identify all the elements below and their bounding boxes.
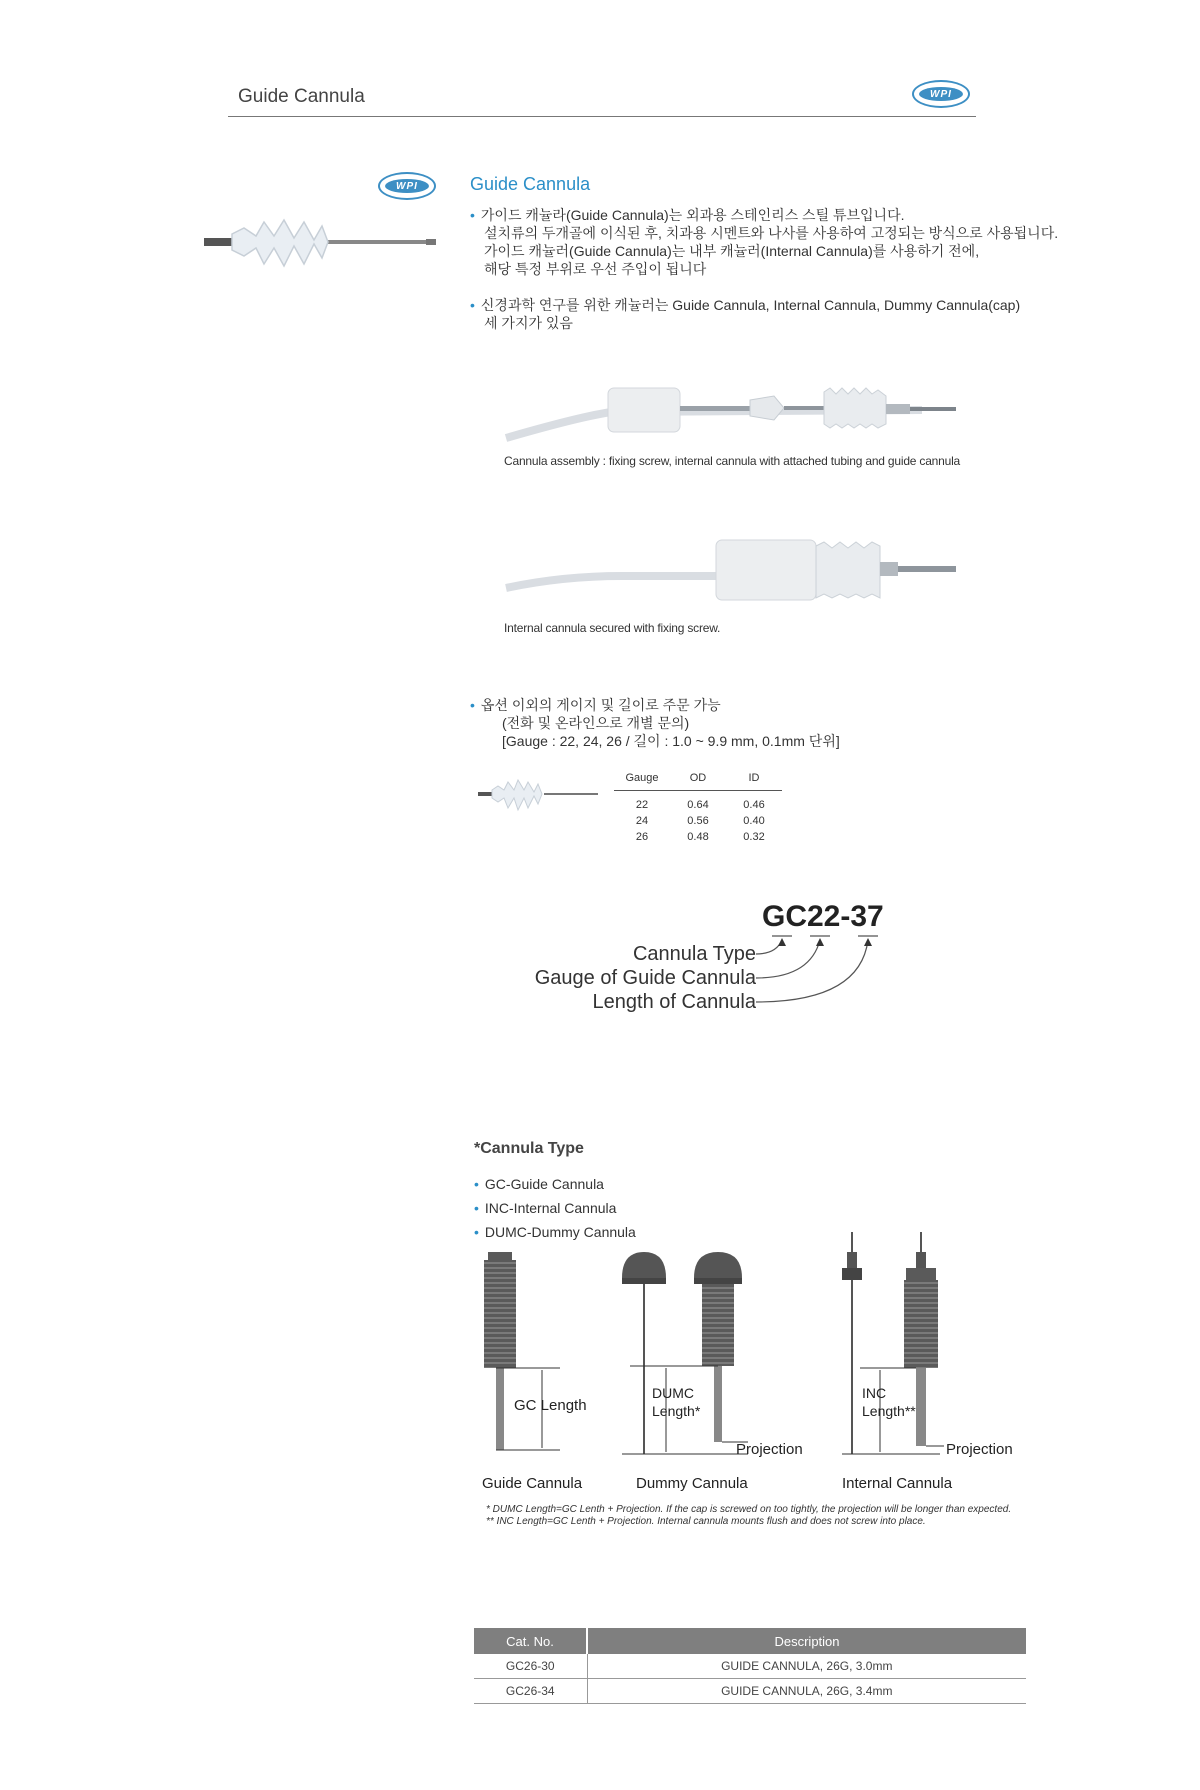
guide-cannula-small-photo	[478, 778, 602, 819]
label-length: Length of Cannula	[592, 991, 756, 1013]
dummy-cannula-name: Dummy Cannula	[636, 1475, 748, 1492]
list-item: • INC-Internal Cannula	[474, 1200, 617, 1216]
cannula-type-title: *Cannula Type	[474, 1140, 584, 1157]
catalog-catno: GC26-30	[474, 1654, 587, 1679]
part-code-diagram	[520, 892, 900, 1027]
catalog-description: GUIDE CANNULA, 26G, 3.0mm	[587, 1654, 1026, 1679]
cannula-assembly-photo	[502, 366, 972, 451]
description-bullet-3: • 옵션 이외의 게이지 및 길이로 주문 가능 (전화 및 온라인으로 개별 문의) [Gauge : 22, 24, 26 / 길이 : 1.0 ~ 9.9 mm, 0.1mm 단위]	[470, 697, 840, 749]
bullet1-line3: 가이드 캐뉼러(Guide Cannula)는 내부 캐뉼러(Internal Cannula)를 사용하기 전에,	[484, 243, 980, 259]
spec-cell: 0.46	[743, 799, 765, 811]
footnote-dumc: * DUMC Length=GC Lenth + Projection. If the cap is screwed on too tightly, the projection will be longer than expected.	[486, 1504, 1012, 1515]
description-bullet-2: • 신경과학 연구를 위한 캐뉼러는 Guide Cannula, Internal Cannula, Dummy Cannula(cap) 세 가지가 있음	[470, 297, 1021, 331]
guide-cannula-name: Guide Cannula	[482, 1475, 583, 1492]
cannula-type-gc: GC-Guide Cannula	[484, 1176, 604, 1192]
bullet2-line2: 세 가지가 있음	[484, 315, 573, 331]
internal-caption: Internal cannula secured with fixing screw.	[504, 621, 721, 635]
catalog-header-catno: Cat. No.	[474, 1628, 587, 1654]
page-title: Guide Cannula	[238, 86, 365, 107]
table-row	[474, 1679, 1026, 1704]
table-row	[614, 813, 782, 829]
assembly-caption: Cannula assembly : fixing screw, internal cannula with attached tubing and guide cannula	[504, 454, 961, 468]
dumc-length-label-2: Length*	[652, 1403, 701, 1419]
gauge-spec-table	[614, 772, 782, 845]
catalog-table	[474, 1628, 1026, 1704]
projection-label-dummy: Projection	[736, 1441, 803, 1458]
bullet3-line2: (전화 및 온라인으로 개별 문의)	[502, 715, 690, 731]
spec-header-id: ID	[726, 772, 782, 791]
spec-header-od: OD	[670, 772, 726, 791]
projection-label-internal: Projection	[946, 1441, 1013, 1458]
wpi-logo-text: WPI	[919, 87, 963, 101]
footnote-inc: ** INC Length=GC Lenth + Projection. Internal cannula mounts flush and does not screw into place.	[486, 1516, 926, 1527]
label-gauge: Gauge of Guide Cannula	[534, 967, 756, 989]
cannula-type-diagram	[470, 1232, 1030, 1499]
spec-cell: 22	[635, 799, 649, 811]
cannula-type-inc: INC-Internal Cannula	[484, 1200, 617, 1216]
catalog-header-description: Description	[587, 1628, 1026, 1654]
inc-length-label-2: Length**	[862, 1403, 916, 1419]
list-item: • DUMC-Dummy Cannula	[474, 1224, 636, 1240]
spec-cell: 0.48	[687, 831, 709, 843]
table-row	[614, 829, 782, 845]
bullet1-line2: 설치류의 두개골에 이식된 후, 치과용 시멘트와 나사를 사용하여 고정되는 방식으로 사용됩니다.	[484, 225, 1059, 241]
gc-length-label: GC Length	[514, 1397, 587, 1414]
bullet1-line1: 가이드 캐뉼라(Guide Cannula)는 외과용 스테인리스 스틸 튜브입니다.	[480, 207, 905, 223]
spec-header-gauge: Gauge	[614, 772, 670, 791]
label-cannula-type: Cannula Type	[632, 943, 756, 965]
cannula-type-dumc: DUMC-Dummy Cannula	[484, 1224, 636, 1240]
header-divider	[228, 116, 976, 117]
guide-cannula-photo	[204, 212, 444, 287]
spec-cell: 0.56	[687, 815, 709, 827]
bullet3-line3: [Gauge : 22, 24, 26 / 길이 : 1.0 ~ 9.9 mm, 0.1mm 단위]	[502, 733, 840, 749]
wpi-logo	[912, 80, 970, 108]
list-item: • GC-Guide Cannula	[474, 1176, 604, 1192]
spec-cell: 0.40	[743, 815, 765, 827]
catalog-description: GUIDE CANNULA, 26G, 3.4mm	[587, 1679, 1026, 1704]
wpi-logo-product-text: WPI	[385, 179, 429, 193]
bullet2-line1: 신경과학 연구를 위한 캐뉼러는 Guide Cannula, Internal Cannula, Dummy Cannula(cap)	[480, 297, 1021, 313]
table-row	[614, 791, 782, 814]
internal-cannula-photo	[502, 532, 972, 617]
description-bullet-1: • 가이드 캐뉼라(Guide Cannula)는 외과용 스테인리스 스틸 튜브입니다. 설치류의 두개골에 이식된 후, 치과용 시멘트와 나사를 사용하여 고정되는 방식으로 사용됩니다. 가이드 캐뉼러(Guide Cannula)는 내부 캐뉼러(Internal Cannula)를 사용하기 전에, 해당 특정 부위로 우선 주입이 됩니다	[470, 207, 1059, 277]
catalog-header-row	[474, 1628, 1026, 1654]
bullet3-line1: 옵션 이외의 게이지 및 길이로 주문 가능	[480, 697, 721, 713]
part-code: GC22-37	[762, 900, 884, 933]
section-title: Guide Cannula	[470, 174, 591, 194]
spec-cell: 26	[635, 831, 649, 843]
spec-cell: 0.32	[743, 831, 765, 843]
footnotes	[486, 1504, 1011, 1528]
spec-cell: 24	[635, 815, 649, 827]
inc-length-label-1: INC	[862, 1385, 887, 1401]
bullet1-line4: 해당 특정 부위로 우선 주입이 됩니다	[484, 261, 707, 277]
spec-header-row	[614, 772, 782, 791]
dumc-length-label-1: DUMC	[652, 1385, 694, 1401]
wpi-logo-product	[378, 172, 436, 200]
spec-cell: 0.64	[687, 799, 709, 811]
internal-cannula-name: Internal Cannula	[842, 1475, 953, 1492]
catalog-catno: GC26-34	[474, 1679, 587, 1704]
table-row	[474, 1654, 1026, 1679]
